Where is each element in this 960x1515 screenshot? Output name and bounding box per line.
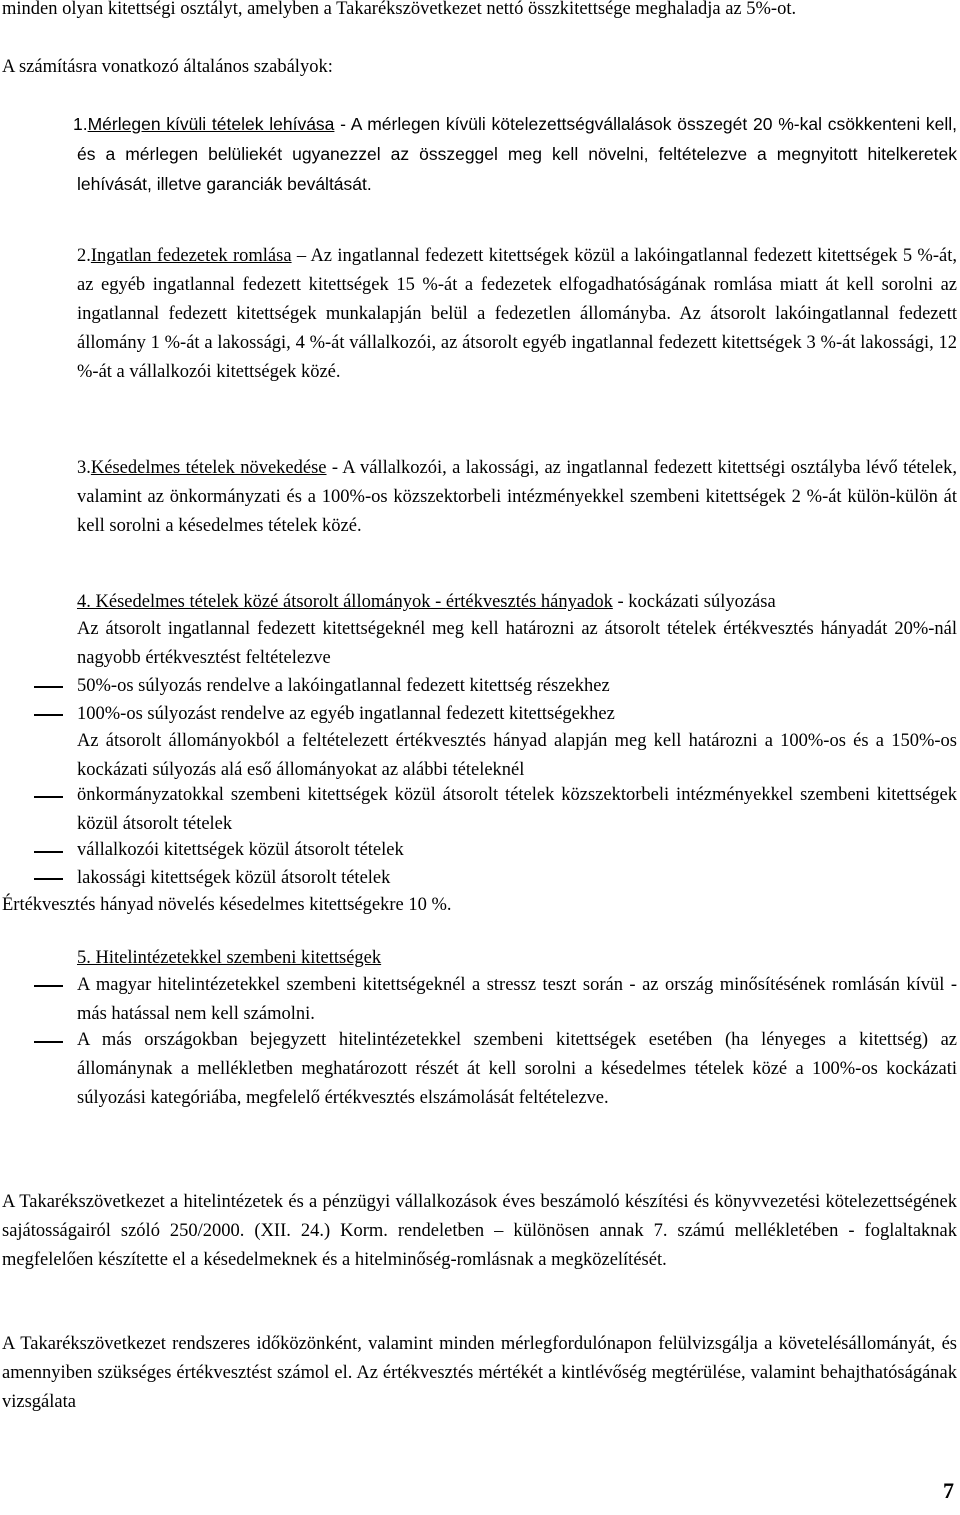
item-5-bullet-1: A magyar hitelintézetekkel szembeni kitettségeknél a stressz teszt során - az ország minősítésének romlásán kívül - más hatással nem kell számolni. [77, 975, 957, 1024]
bullet-dash [34, 714, 63, 716]
item-1-number: 1. [73, 114, 88, 134]
item-3 [77, 454, 957, 541]
item-4-title-tail: - kockázati súlyozása [612, 592, 776, 612]
item-5-title-line [77, 944, 957, 973]
bullet-dash [34, 686, 63, 688]
item-3-number: 3. [77, 458, 91, 478]
item-4-bullet-2: 100%-os súlyozást rendelve az egyéb ingatlannal fedezett kitettségekhez [77, 704, 615, 724]
item-5-title: Hitelintézetekkel szembeni kitettségek [95, 948, 382, 968]
item-2-title: Ingatlan fedezetek romlása [90, 246, 292, 266]
item-2 [77, 242, 957, 387]
item-3-title: Késedelmes tételek növekedése [90, 458, 327, 478]
item-2-body: – Az ingatlannal fedezett kitettségek közül a lakóingatlannal fedezett kitettségek 5 %-át, az egyéb ingatlannal fedezett kitettségek 15 %-át a fedezetek elfogadhatóságának romlása miatt át kell sorolni az ingatlannal fedezett kitettségek munkalapján belül a fedezetlen állományba. Az átsorolt lakóingatlannal fedezett állomány 1 %-át a lakossági, 4 %-át vállalkozói, az átsorolt egyéb ingatlannal fedezett kitettségek 3 %-át lakossági, 12 %-át a vállalkozói kitettségek közé. [77, 246, 957, 382]
item-4-title-sep: - [430, 592, 446, 612]
item-3-body: - A vállalkozói, a lakossági, az ingatlannal fedezett kitettségi osztályba lévő tételek, valamint az önkormányzati és a 100%-os közszektorbeli intézményekkel szembeni kitettségek 2 %-át külön-külön át kell sorolni a késedelmes tételek közé. [77, 458, 957, 536]
item-5-bullet-2: A más országokban bejegyzett hitelintézetekkel szembeni kitettségek esetében (ha lényeges a kitettség) az állománynak a mellékletben meghatározott részét át kell sorolni a késedelmes tételek közé a 100%-os kockázati súlyozási kategóriába, megfelelő értékvesztés elszámolását feltételezve. [77, 1030, 957, 1108]
item-5-number: 5. [77, 948, 96, 968]
item-4-bullet-1: 50%-os súlyozás rendelve a lakóingatlannal fedezett kitettség részekhez [77, 676, 610, 696]
bullet-dash [34, 796, 63, 798]
item-4-para-1: Az átsorolt ingatlannal fedezett kitettségeknél meg kell határozni az átsorolt tételek értékvesztés hányadát 20%-nál nagyobb értékvesztést feltételezve [77, 619, 957, 668]
item-4-para-2: Az átsorolt állományokból a feltételezett értékvesztés hányad alapján meg kell határozni a 100%-os és a 150%-os kockázati súlyozás alá eső állományokat az alábbi tételeknél [77, 731, 957, 780]
bullet-dash [34, 985, 63, 987]
outro-paragraph-1: A Takarékszövetkezet a hitelintézetek és a pénzügyi vállalkozások éves beszámoló készítési és könyvvezetési kötelezettségének sajátosságairól szóló 250/2000. (XII. 24.) Korm. rendeletben – különösen annak 7. számú mellékletében - foglaltaknak megfelelően készítette el a késedelmeknek és a hitelminőség-romlásnak a megközelítését. [2, 1192, 957, 1270]
item-4-title-b: értékvesztés hányadok [445, 592, 613, 612]
item-4-bullet-5: lakossági kitettségek közül átsorolt tételek [77, 868, 391, 888]
item-4-closing: Értékvesztés hányad növelés késedelmes kitettségekre 10 %. [2, 895, 452, 915]
item-4-bullet-3: önkormányzatokkal szembeni kitettségek közül átsorolt tételek közszektorbeli intézményekkel szembeni kitettségek közül átsorolt tételek [77, 785, 957, 834]
page-number: 7 [943, 1478, 954, 1503]
item-4-title-a: Késedelmes tételek közé átsorolt állományok [95, 592, 431, 612]
item-1-body: - A mérlegen kívüli kötelezettségvállalások összegét 20 %-kal csökkenteni kell, és a mérlegen belüliekét ugyanezzel az összeggel meg kell növelni, [77, 114, 957, 164]
item-1 [73, 110, 958, 200]
item-4-title-line [77, 588, 957, 617]
rules-heading: A számításra vonatkozó általános szabályok: [2, 57, 333, 77]
outro-paragraph-2: A Takarékszövetkezet rendszeres időközönként, valamint minden mérlegfordulónapon felülvizsgálja a követelésállományát, és amennyiben szükséges értékvesztést számol el. Az értékvesztés mértékét a kintlévőség megtérülése, valamint behajthatóságának vizsgálata [2, 1334, 957, 1412]
item-1-body-end: feltételezve a megnyitott hitelkeretek lehívását, illetve garanciák beváltását. [77, 144, 958, 194]
bullet-dash [34, 851, 63, 853]
intro-paragraph: minden olyan kitettségi osztályt, amelyben a Takarékszövetkezet nettó összkitettsége meghaladja az 5%-ot. [2, 0, 797, 19]
bullet-dash [34, 1041, 63, 1043]
item-4-bullet-4: vállalkozói kitettségek közül átsorolt tételek [77, 840, 404, 860]
item-4-number: 4. [77, 592, 96, 612]
item-2-number: 2. [77, 246, 91, 266]
item-1-title: Mérlegen kívüli tételek lehívása [87, 114, 335, 134]
bullet-dash [34, 878, 63, 880]
